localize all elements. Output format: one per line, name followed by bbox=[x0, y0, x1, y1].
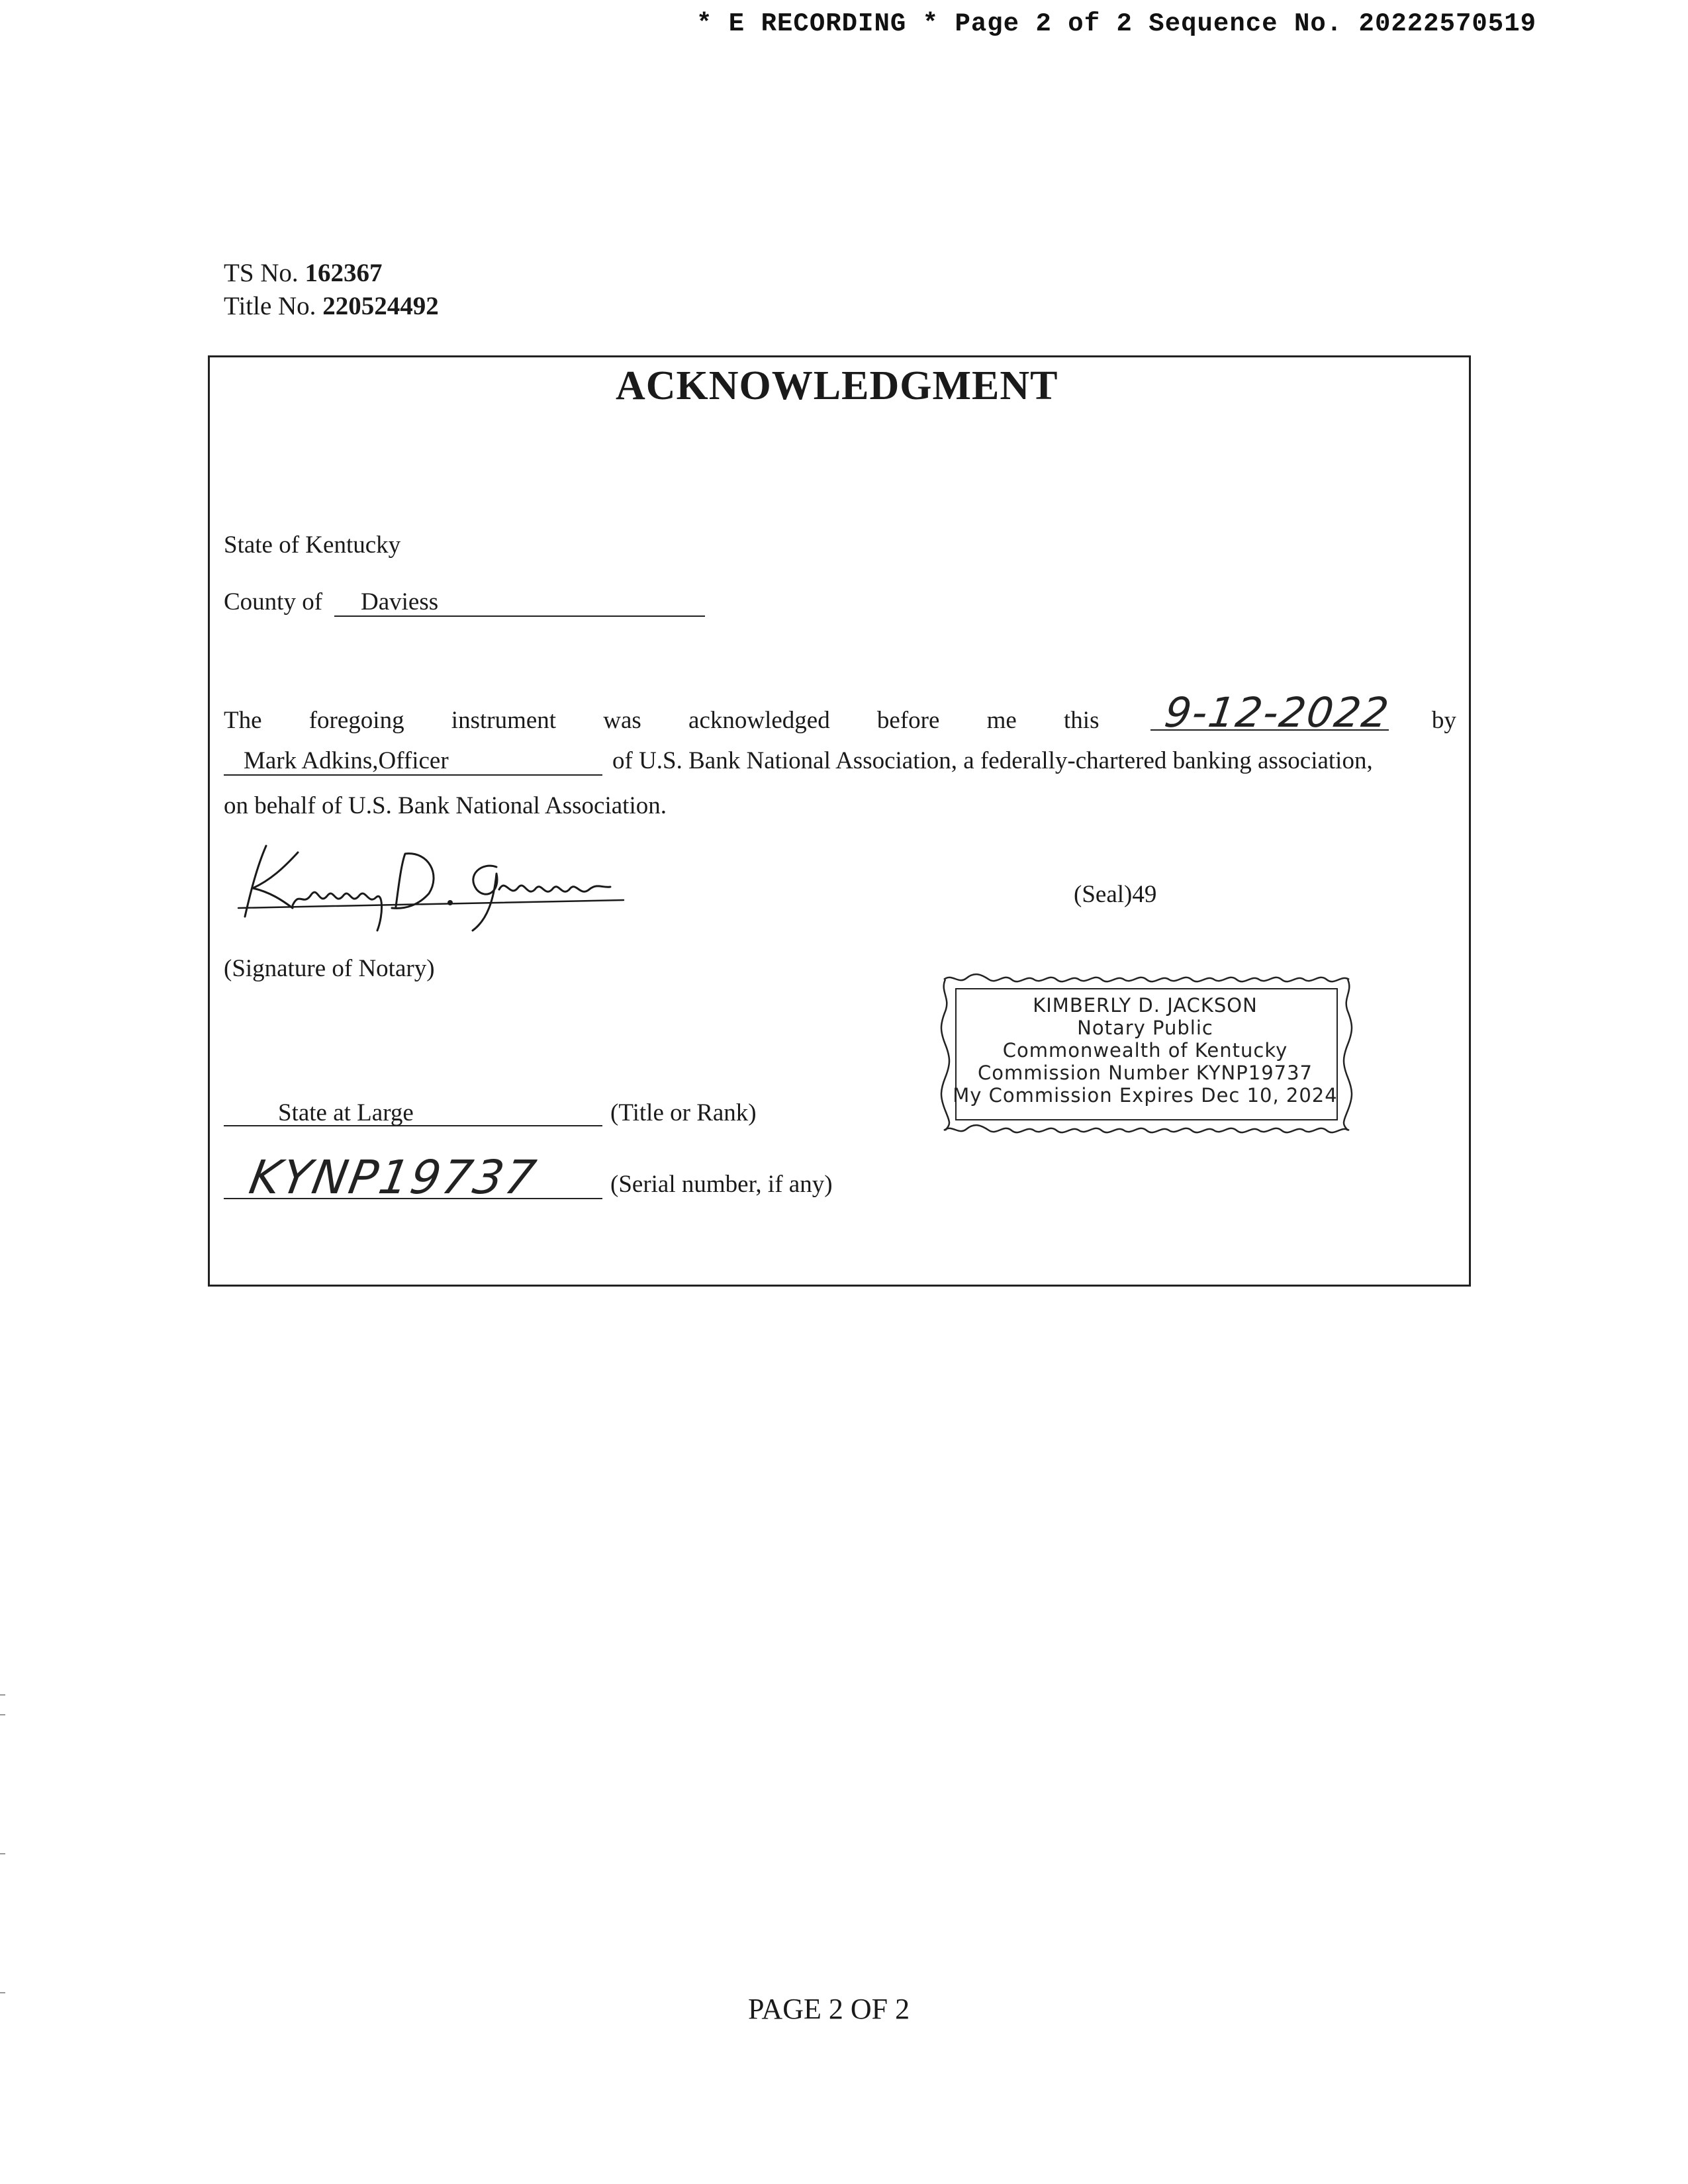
by-word: by bbox=[1431, 707, 1456, 734]
serial-underline bbox=[224, 1198, 602, 1199]
stamp-expiration: My Commission Expires Dec 10, 2024 bbox=[953, 1084, 1338, 1107]
rank-value: State at Large bbox=[278, 1099, 414, 1126]
seal-label: (Seal)49 bbox=[1074, 881, 1157, 908]
acknowledgment-box bbox=[208, 355, 1471, 1287]
page-footer: PAGE 2 OF 2 bbox=[748, 1993, 910, 2025]
signature-caption: (Signature of Notary) bbox=[224, 955, 435, 982]
row1-word: foregoing bbox=[308, 707, 404, 734]
stamp-notary-title: Notary Public bbox=[1077, 1017, 1213, 1039]
margin-mark bbox=[0, 1853, 5, 1854]
stamp-commission-number: Commission Number KYNP19737 bbox=[977, 1062, 1313, 1084]
stamp-commonwealth: Commonwealth of Kentucky bbox=[1002, 1039, 1288, 1062]
row1-word: before bbox=[876, 707, 940, 734]
title-number: 220524492 bbox=[322, 292, 439, 320]
margin-mark bbox=[0, 1992, 5, 1993]
county-value: Daviess bbox=[361, 588, 439, 615]
county-label: County of bbox=[224, 588, 323, 615]
ts-label: TS No. bbox=[224, 259, 305, 287]
rank-label: (Title or Rank) bbox=[610, 1099, 757, 1126]
row1-word: The bbox=[224, 707, 262, 734]
ts-number-line bbox=[224, 258, 382, 288]
margin-mark bbox=[0, 1694, 5, 1696]
row1-word: me bbox=[986, 707, 1017, 734]
row1-word: was bbox=[603, 707, 641, 734]
row1-word: this bbox=[1064, 707, 1100, 734]
ts-number: 162367 bbox=[305, 259, 383, 287]
stamp-notary-name: KIMBERLY D. JACKSON bbox=[1033, 994, 1258, 1017]
recording-header: * E RECORDING * Page 2 of 2 Sequence No. 20222570519 bbox=[696, 9, 1536, 38]
state-line: State of Kentucky bbox=[224, 531, 401, 559]
rank-underline bbox=[224, 1125, 602, 1126]
officer-underline bbox=[224, 774, 602, 776]
title-label: Title No. bbox=[224, 292, 323, 320]
acknowledgment-row-3: on behalf of U.S. Bank National Association. bbox=[224, 792, 667, 819]
acknowledgment-row-2: of U.S. Bank National Association, a federally-chartered banking association, bbox=[612, 747, 1373, 774]
handwritten-date: 9-12-2022 bbox=[1161, 688, 1393, 737]
row1-word: instrument bbox=[451, 707, 557, 734]
acknowledgment-title: ACKNOWLEDGMENT bbox=[616, 363, 1058, 408]
row1-word: acknowledged bbox=[688, 707, 830, 734]
title-number-line bbox=[224, 291, 439, 321]
officer-name: Mark Adkins,Officer bbox=[244, 747, 449, 774]
serial-label: (Serial number, if any) bbox=[610, 1171, 833, 1198]
handwritten-serial-number: KYNP19737 bbox=[245, 1150, 542, 1205]
notary-signature bbox=[218, 834, 629, 933]
margin-mark bbox=[0, 1714, 5, 1715]
